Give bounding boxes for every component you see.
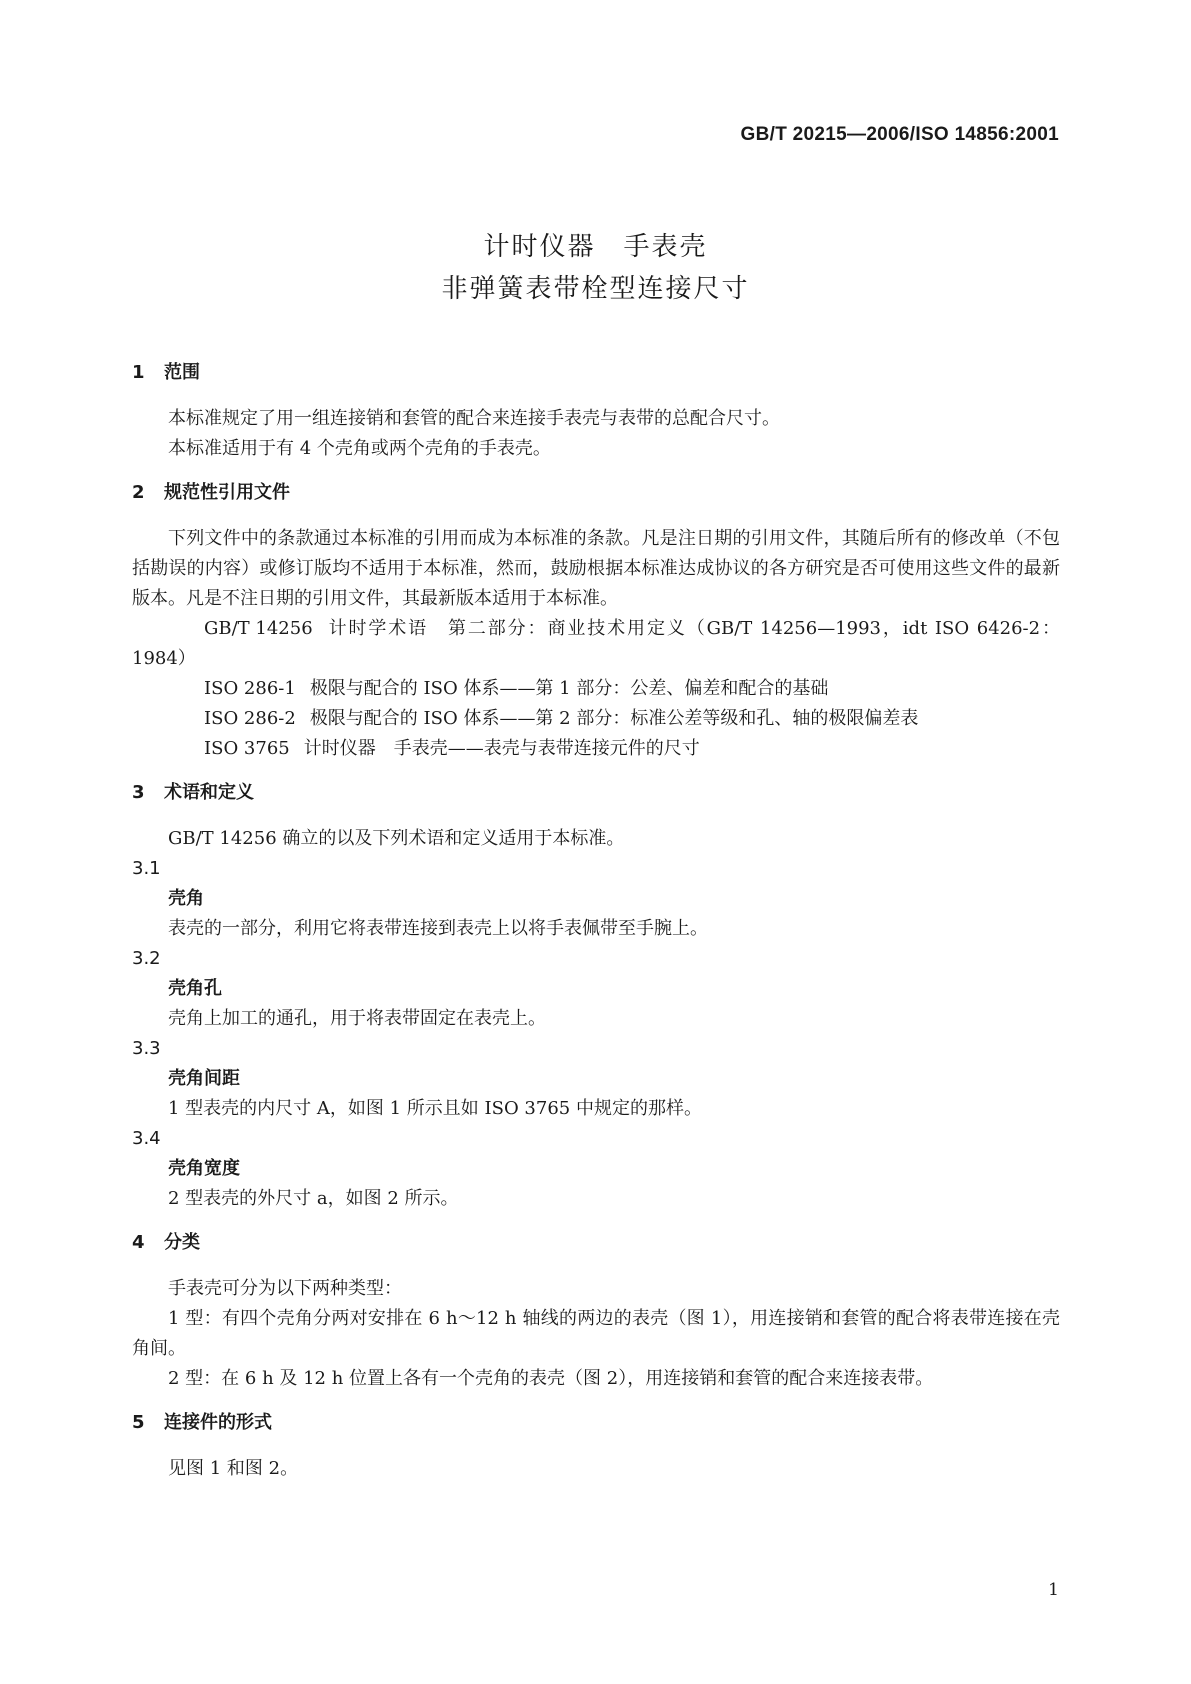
term-definition: 1 型表壳的内尺寸 A，如图 1 所示且如 ISO 3765 中规定的那样。: [168, 1098, 702, 1119]
reference-code: GB/T 14256: [204, 618, 313, 639]
section-title: 术语和定义: [164, 782, 254, 803]
term-definition: 壳角上加工的通孔，用于将表带固定在表壳上。: [168, 1008, 546, 1029]
term-definition: 2 型表壳的外尺寸 a，如图 2 所示。: [168, 1188, 459, 1209]
standard-number: GB/T 20215—2006/ISO 14856:2001: [740, 124, 1059, 145]
section-heading-scope: [132, 358, 1060, 388]
paragraph: 见图 1 和图 2。: [168, 1458, 299, 1479]
paragraph: 2 型：在 6 h 及 12 h 位置上各有一个壳角的表壳（图 2），用连接销和套管的配合来连接表带。: [168, 1368, 934, 1389]
reference-text: 极限与配合的 ISO 体系——第 1 部分：公差、偏差和配合的基础: [309, 678, 829, 699]
term-name: 壳角孔: [168, 978, 222, 999]
section-heading-classification: [132, 1228, 1060, 1258]
term-name: 壳角宽度: [168, 1158, 240, 1179]
term-name: 壳角间距: [168, 1068, 240, 1089]
reference-item: [132, 734, 1060, 764]
section-number: 3: [132, 782, 145, 803]
paragraph: 下列文件中的条款通过本标准的引用而成为本标准的条款。凡是注日期的引用文件，其随后所有的修改单（不包括勘误的内容）或修订版均不适用于本标准，然而，鼓励根据本标准达成协议的各方研究是否可使用这些文件的最新版本。凡是不注日期的引用文件，其最新版本适用于本标准。: [132, 528, 1060, 609]
section-heading-connector-form: [132, 1408, 1060, 1438]
title-line-1: 计时仪器 手表壳: [483, 232, 708, 262]
paragraph: 本标准适用于有 4 个壳角或两个壳角的手表壳。: [168, 438, 551, 459]
section-title: 规范性引用文件: [164, 482, 290, 503]
section-title: 范围: [164, 362, 200, 383]
paragraph: GB/T 14256 确立的以及下列术语和定义适用于本标准。: [168, 828, 625, 849]
term-number: 3.1: [132, 858, 161, 879]
section-heading-normative-references: [132, 478, 1060, 508]
reference-text: 计时仪器 手表壳——表壳与表带连接元件的尺寸: [303, 738, 700, 759]
document-title: [0, 226, 1191, 310]
reference-text: 计时学术语 第二部分：商业技术用定义（GB/T 14256—1993，idt ISO 6426-2：1984）: [132, 618, 1060, 669]
reference-item: [132, 674, 1060, 704]
reference-code: ISO 286-2: [204, 708, 296, 729]
paragraph: 手表壳可分为以下两种类型：: [168, 1278, 402, 1299]
reference-text: 极限与配合的 ISO 体系——第 2 部分：标准公差等级和孔、轴的极限偏差表: [309, 708, 919, 729]
paragraph: 1 型：有四个壳角分两对安排在 6 h～12 h 轴线的两边的表壳（图 1），用连接销和套管的配合将表带连接在壳角间。: [132, 1308, 1060, 1359]
term-name: 壳角: [168, 888, 204, 909]
reference-code: ISO 286-1: [204, 678, 296, 699]
reference-item: [132, 614, 1060, 674]
term-definition: 表壳的一部分，利用它将表带连接到表壳上以将手表佩带至手腕上。: [168, 918, 708, 939]
section-title: 连接件的形式: [164, 1412, 272, 1433]
term-number: 3.3: [132, 1038, 161, 1059]
section-number: 2: [132, 482, 145, 503]
reference-code: ISO 3765: [204, 738, 290, 759]
section-heading-terms-and-definitions: [132, 778, 1060, 808]
section-number: 4: [132, 1232, 145, 1253]
paragraph: 本标准规定了用一组连接销和套管的配合来连接手表壳与表带的总配合尺寸。: [168, 408, 780, 429]
document-body: [132, 358, 1060, 1484]
section-number: 1: [132, 362, 145, 383]
page-number: 1: [1048, 1580, 1059, 1600]
term-number: 3.2: [132, 948, 161, 969]
term-number: 3.4: [132, 1128, 161, 1149]
title-line-2: 非弹簧表带栓型连接尺寸: [441, 274, 750, 304]
section-number: 5: [132, 1412, 145, 1433]
reference-item: [132, 704, 1060, 734]
section-title: 分类: [164, 1232, 200, 1253]
